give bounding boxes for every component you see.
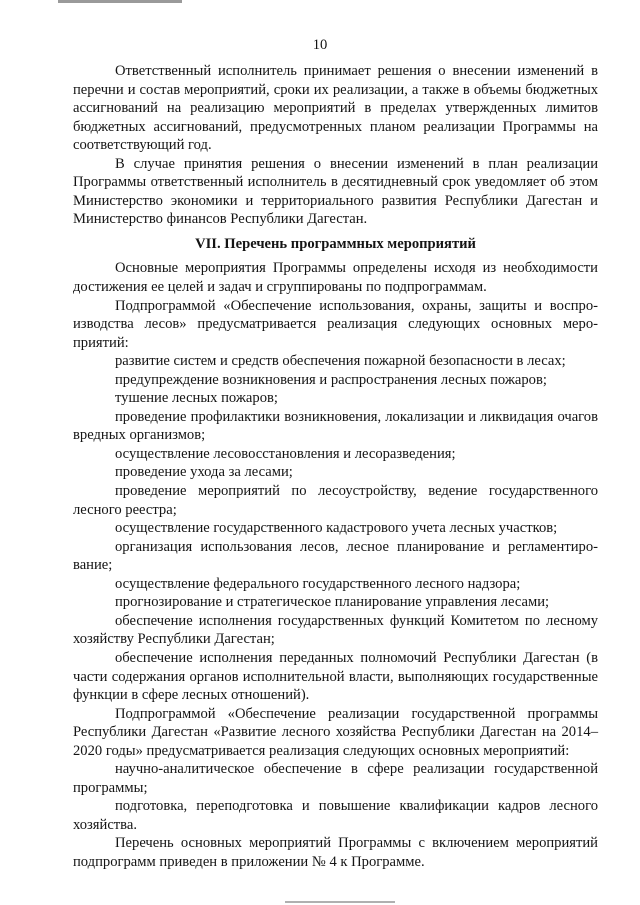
list-item: научно-аналитическое обеспечение в сфере реализации государственной программы;: [73, 761, 598, 796]
list-item: организация использования лесов, лесное планирование и регламентирование;: [73, 538, 598, 574]
list-item: осуществление государственного кадастрового учета лесных участков;: [115, 520, 558, 537]
scan-edge-mark: [285, 901, 395, 903]
list-item: обеспечение исполнения государственных функций Комитетом по лесному хозяйству Республики Дагестан;: [73, 612, 598, 648]
list-item: обеспечение исполнения переданных полномочий Республики Дагестан (в части содержания органов исполнительной власти, выполняющих государственные функции в сфере лесных отношений).: [73, 649, 598, 704]
list-item: подготовка, переподготовка и повышение квалификации кадров лесного хозяйства.: [73, 798, 598, 833]
paragraph-subprogram-2-intro: Подпрограммой «Обеспечение реализации государственной программы Республики Дагестан «Развитие лесного хозяйства Республики Дагестан на 2014–2020 годы» предусматривается реализация следующих основных мероприятий:: [73, 705, 598, 759]
list-item: проведение ухода за лесами;: [115, 464, 293, 481]
paragraph-closing: Перечень основных мероприятий Программы с включением мероприятий подпрограмм приведен в приложении № 4 к Программе.: [73, 835, 598, 870]
list-item: осуществление федерального государственного лесного надзора;: [115, 575, 521, 592]
list-item: тушение лесных пожаров;: [115, 390, 278, 407]
list-item: проведение мероприятий по лесоустройству, ведение государственного лесного реестра;: [73, 483, 598, 518]
paragraph-changes-decision: Ответственный исполнитель принимает решения о внесении изменений в перечни и состав мероприятий, сроки их реализации, а также в объемы бюджетных ассигнований на реализацию мероприятий в пределах утвержденных лимитов бюджетных ассигнований, предусмотренных планом реализации Программы на соответствующий год.: [73, 63, 598, 154]
list-item: прогнозирование и стратегическое планирование управления лесами;: [115, 594, 550, 611]
scan-edge-mark: [58, 0, 182, 3]
list-item: развитие систем и средств обеспечения пожарной безопасности в лесах;: [115, 353, 566, 370]
list-item: осуществление лесовосстановления и лесоразведения;: [115, 445, 456, 462]
paragraph-main-intro: Основные мероприятия Программы определены исходя из необходимости достижения ее целей и задач и сгруппированы по подпрограммам.: [73, 260, 598, 296]
list-item: предупреждение возникновения и распространения лесных пожаров;: [115, 371, 547, 388]
section-heading: VII. Перечень программных мероприятий: [195, 235, 476, 252]
page-number: 10: [312, 37, 328, 53]
paragraph-subprogram-1-intro: Подпрограммой «Обеспечение использования, охраны, защиты и воспроизводства лесов» предусматривается реализация следующих основных мероприятий:: [73, 297, 598, 351]
paragraph-changes-notification: В случае принятия решения о внесении изменений в план реализации Программы ответственный исполнитель в десятидневный срок уведомляет об этом Министерство экономики и территориального развития Республики Дагестан и Министерство финансов Республики Дагестан.: [73, 155, 598, 228]
document-body: [73, 62, 598, 872]
list-item: проведение профилактики возникновения, локализации и ликвидация очагов вредных организмов;: [73, 408, 598, 444]
